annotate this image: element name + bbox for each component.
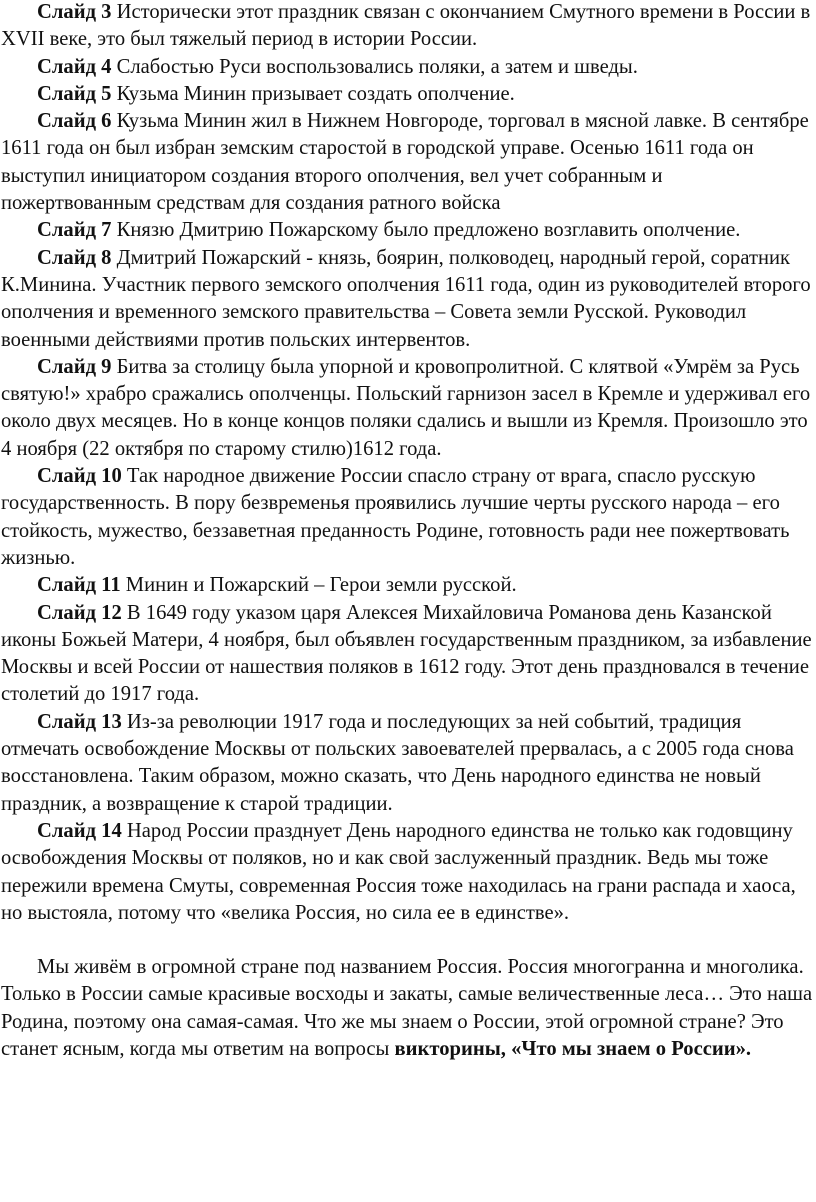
closing-text: Мы живём в огромной стране под названием Россия. Россия многогранна и многолика. Только в России самые красивые восходы и закаты, самые величественные леса… Это наша Родина, поэтому она самая-самая. Что же мы знаем о России, этой огромной стране? Это станет ясным, когда мы ответим на вопросы <box>1 956 813 1060</box>
quiz-title: викторины, «Что мы знаем о России». <box>394 1037 752 1060</box>
slide-text: Из-за революции 1917 года и последующих за ней событий, традиция отмечать освобождение Москвы от польских завоевателей прервалась, а с 2005 года снова восстановлена. Таким образом, можно сказать, что День народного единства не новый праздник, а возвращение к старой традиции. <box>1 710 794 815</box>
slide-11-paragraph <box>1 572 815 599</box>
slide-label: Слайд 13 <box>37 710 122 733</box>
slide-text: Исторически этот праздник связан с окончанием Смутного времени в России в XVII веке, это был тяжелый период в истории России. <box>1 1 811 51</box>
slide-text: Минин и Пожарский – Герои земли русской. <box>120 574 517 597</box>
slide-text: Кузьма Минин призывает создать ополчение. <box>111 82 515 105</box>
slide-5-paragraph <box>1 81 815 108</box>
slide-6-paragraph <box>1 108 815 217</box>
slide-14-paragraph <box>1 818 815 927</box>
slide-12-paragraph <box>1 600 815 709</box>
slide-text: В 1649 году указом царя Алексея Михайловича Романова день Казанской иконы Божьей Матери, 4 ноября, был объявлен государственным праздником, за избавление Москвы и всей России от нашествия поляков в 1612 году. Этот день праздновался в течение столетий до 1917 года. <box>1 601 812 706</box>
slide-label: Слайд 12 <box>37 601 122 624</box>
slide-text: Народ России празднует День народного единства не только как годовщину освобождения Москвы от поляков, но и как свой заслуженный праздник. Ведь мы тоже пережили времена Смуты, современная Россия тоже находилась на грани распада и хаоса, но выстояла, потому что «велика Россия, но сила ее в единстве». <box>1 819 796 924</box>
slide-label: Слайд 11 <box>37 574 121 597</box>
slide-label: Слайд 7 <box>37 219 112 242</box>
slide-4-paragraph <box>1 54 815 81</box>
slide-label: Слайд 14 <box>37 819 122 842</box>
slide-label: Слайд 3 <box>37 1 112 23</box>
slide-text: Князю Дмитрию Пожарскому было предложено возглавить ополчение. <box>111 219 741 242</box>
slide-13-paragraph <box>1 709 815 818</box>
paragraph-spacer <box>1 927 815 954</box>
slide-label: Слайд 6 <box>37 110 112 133</box>
slide-8-paragraph <box>1 245 815 354</box>
slide-text: Слабостью Руси воспользовались поляки, а затем и шведы. <box>111 55 638 78</box>
slide-label: Слайд 10 <box>37 465 122 488</box>
slide-7-paragraph <box>1 217 815 244</box>
slide-text: Кузьма Минин жил в Нижнем Новгороде, торговал в мясной лавке. В сентябре 1611 года он был избран земским старостой в городской управе. Осенью 1611 года он выступил инициатором создания второго ополчения, вел учет собранным и пожертвованным средствам для создания ратного войска <box>1 110 809 215</box>
slide-text: Дмитрий Пожарский - князь, боярин, полководец, народный герой, соратник К.Минина. Участник первого земского ополчения 1611 года, один из руководителей второго ополчения и временного земского правительства – Совета земли Русской. Руководил военными действиями против польских интервентов. <box>1 246 811 351</box>
slide-text: Так народное движение России спасло страну от врага, спасло русскую государственность. В пору безвременья проявились лучшие черты русского народа – его стойкость, мужество, беззаветная преданность Родине, готовность ради нее пожертвовать жизнью. <box>1 465 790 569</box>
slide-10-paragraph <box>1 463 815 572</box>
slide-label: Слайд 9 <box>37 355 112 378</box>
slide-text: Битва за столицу была упорной и кровопролитной. С клятвой «Умрём за Русь святую!» храбро сражались ополченцы. Польский гарнизон засел в Кремле и удерживал его около двух месяцев. Но в конце концов поляки сдались и вышли из Кремля. Произошло это 4 ноября (22 октября по старому стилю)1612 года. <box>1 355 811 460</box>
slide-label: Слайд 4 <box>37 55 112 78</box>
slide-3-paragraph <box>1 0 815 54</box>
slide-label: Слайд 5 <box>37 82 112 105</box>
slide-9-paragraph <box>1 354 815 463</box>
closing-paragraph <box>1 954 815 1063</box>
slide-label: Слайд 8 <box>37 246 112 269</box>
